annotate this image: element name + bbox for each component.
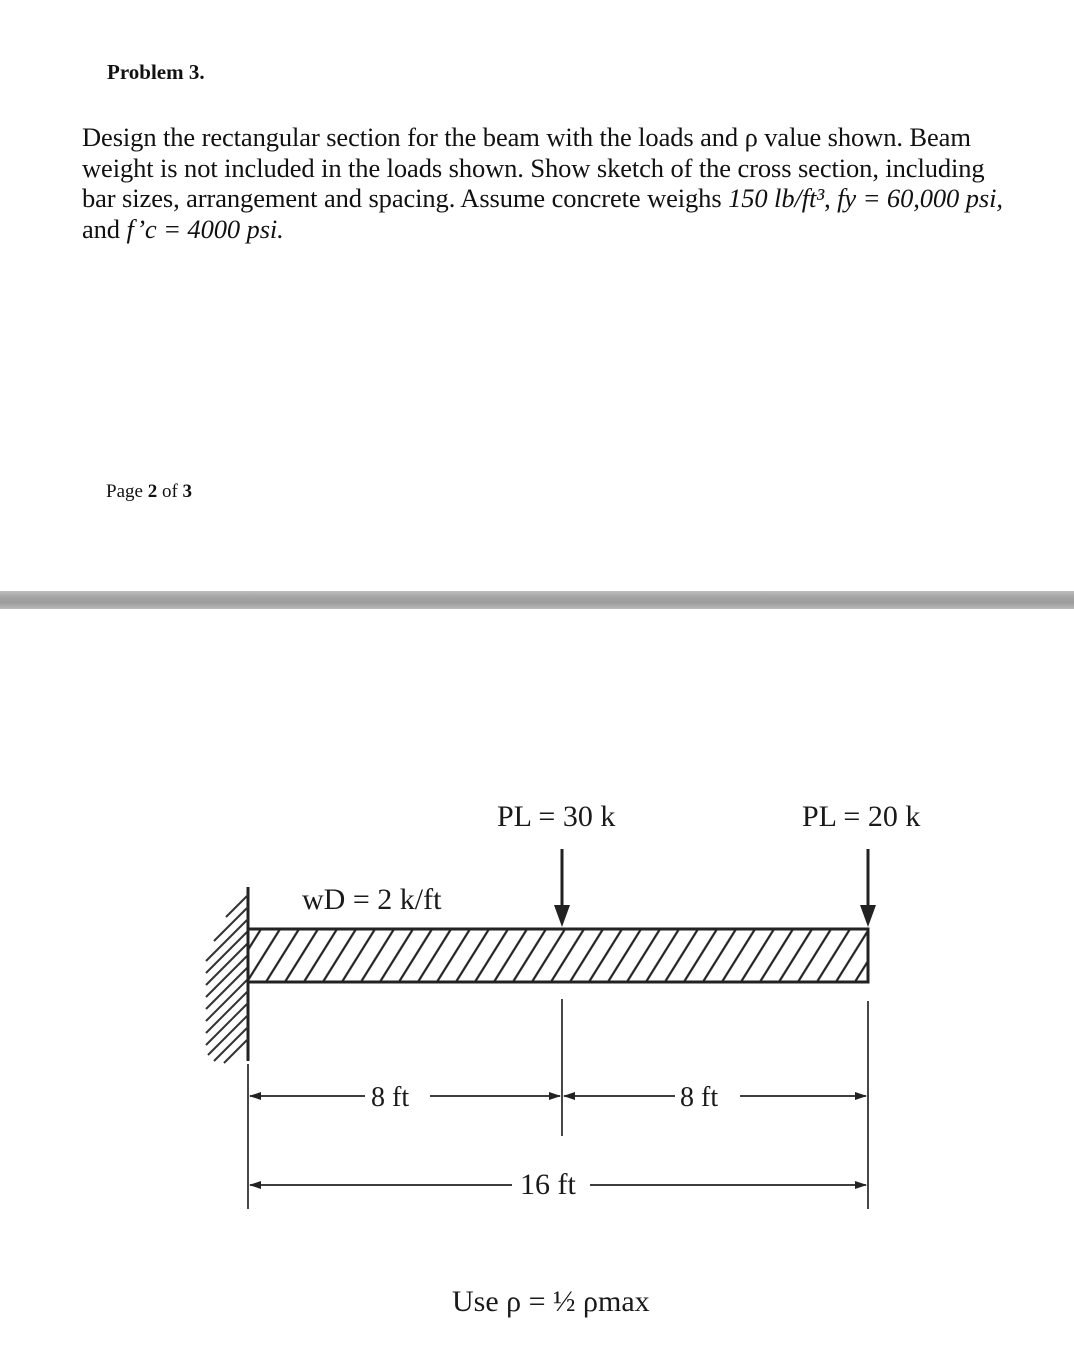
point-load-arrow-right xyxy=(860,849,876,927)
point-load-arrow-left xyxy=(554,849,570,927)
page-label: Page xyxy=(106,481,143,502)
steel-yield-strength: fy = 60,000 psi, xyxy=(837,183,1003,213)
page-indicator xyxy=(106,481,192,503)
load-label-right: PL = 20 k xyxy=(802,800,921,833)
separator-and: and xyxy=(82,213,127,244)
dimension-label-right: 8 ft xyxy=(680,1082,719,1113)
page-separator xyxy=(0,591,1074,609)
problem-title: Problem 3. xyxy=(107,60,205,84)
dimension-label-left: 8 ft xyxy=(371,1082,410,1113)
dimension-label-total: 16 ft xyxy=(520,1168,576,1201)
concrete-strength: f’c = 4000 psi. xyxy=(126,213,284,244)
page-current: 2 xyxy=(147,481,158,502)
fixed-support xyxy=(206,887,248,1063)
page-total: 3 xyxy=(182,481,193,502)
page-of: of xyxy=(161,481,178,502)
beam xyxy=(248,929,868,982)
separator-comma: , xyxy=(824,183,838,213)
concrete-weight: 150 lb/ft³ xyxy=(728,183,825,213)
problem-statement xyxy=(82,122,1012,244)
distributed-load-label: wD = 2 k/ft xyxy=(302,883,442,916)
problem-text-main: Design the rectangular section for the beam with the loads and ρ value shown. Beam weight is not included in the loads shown. Show sketch of the cross section, including bar sizes, arrangement and spacing. Assume concrete weighs xyxy=(82,122,985,213)
beam-diagram xyxy=(0,609,1074,1348)
load-label-left: PL = 30 k xyxy=(497,800,616,833)
rho-note: Use ρ = ½ ρmax xyxy=(452,1285,650,1318)
beam-figure xyxy=(0,609,1074,1348)
